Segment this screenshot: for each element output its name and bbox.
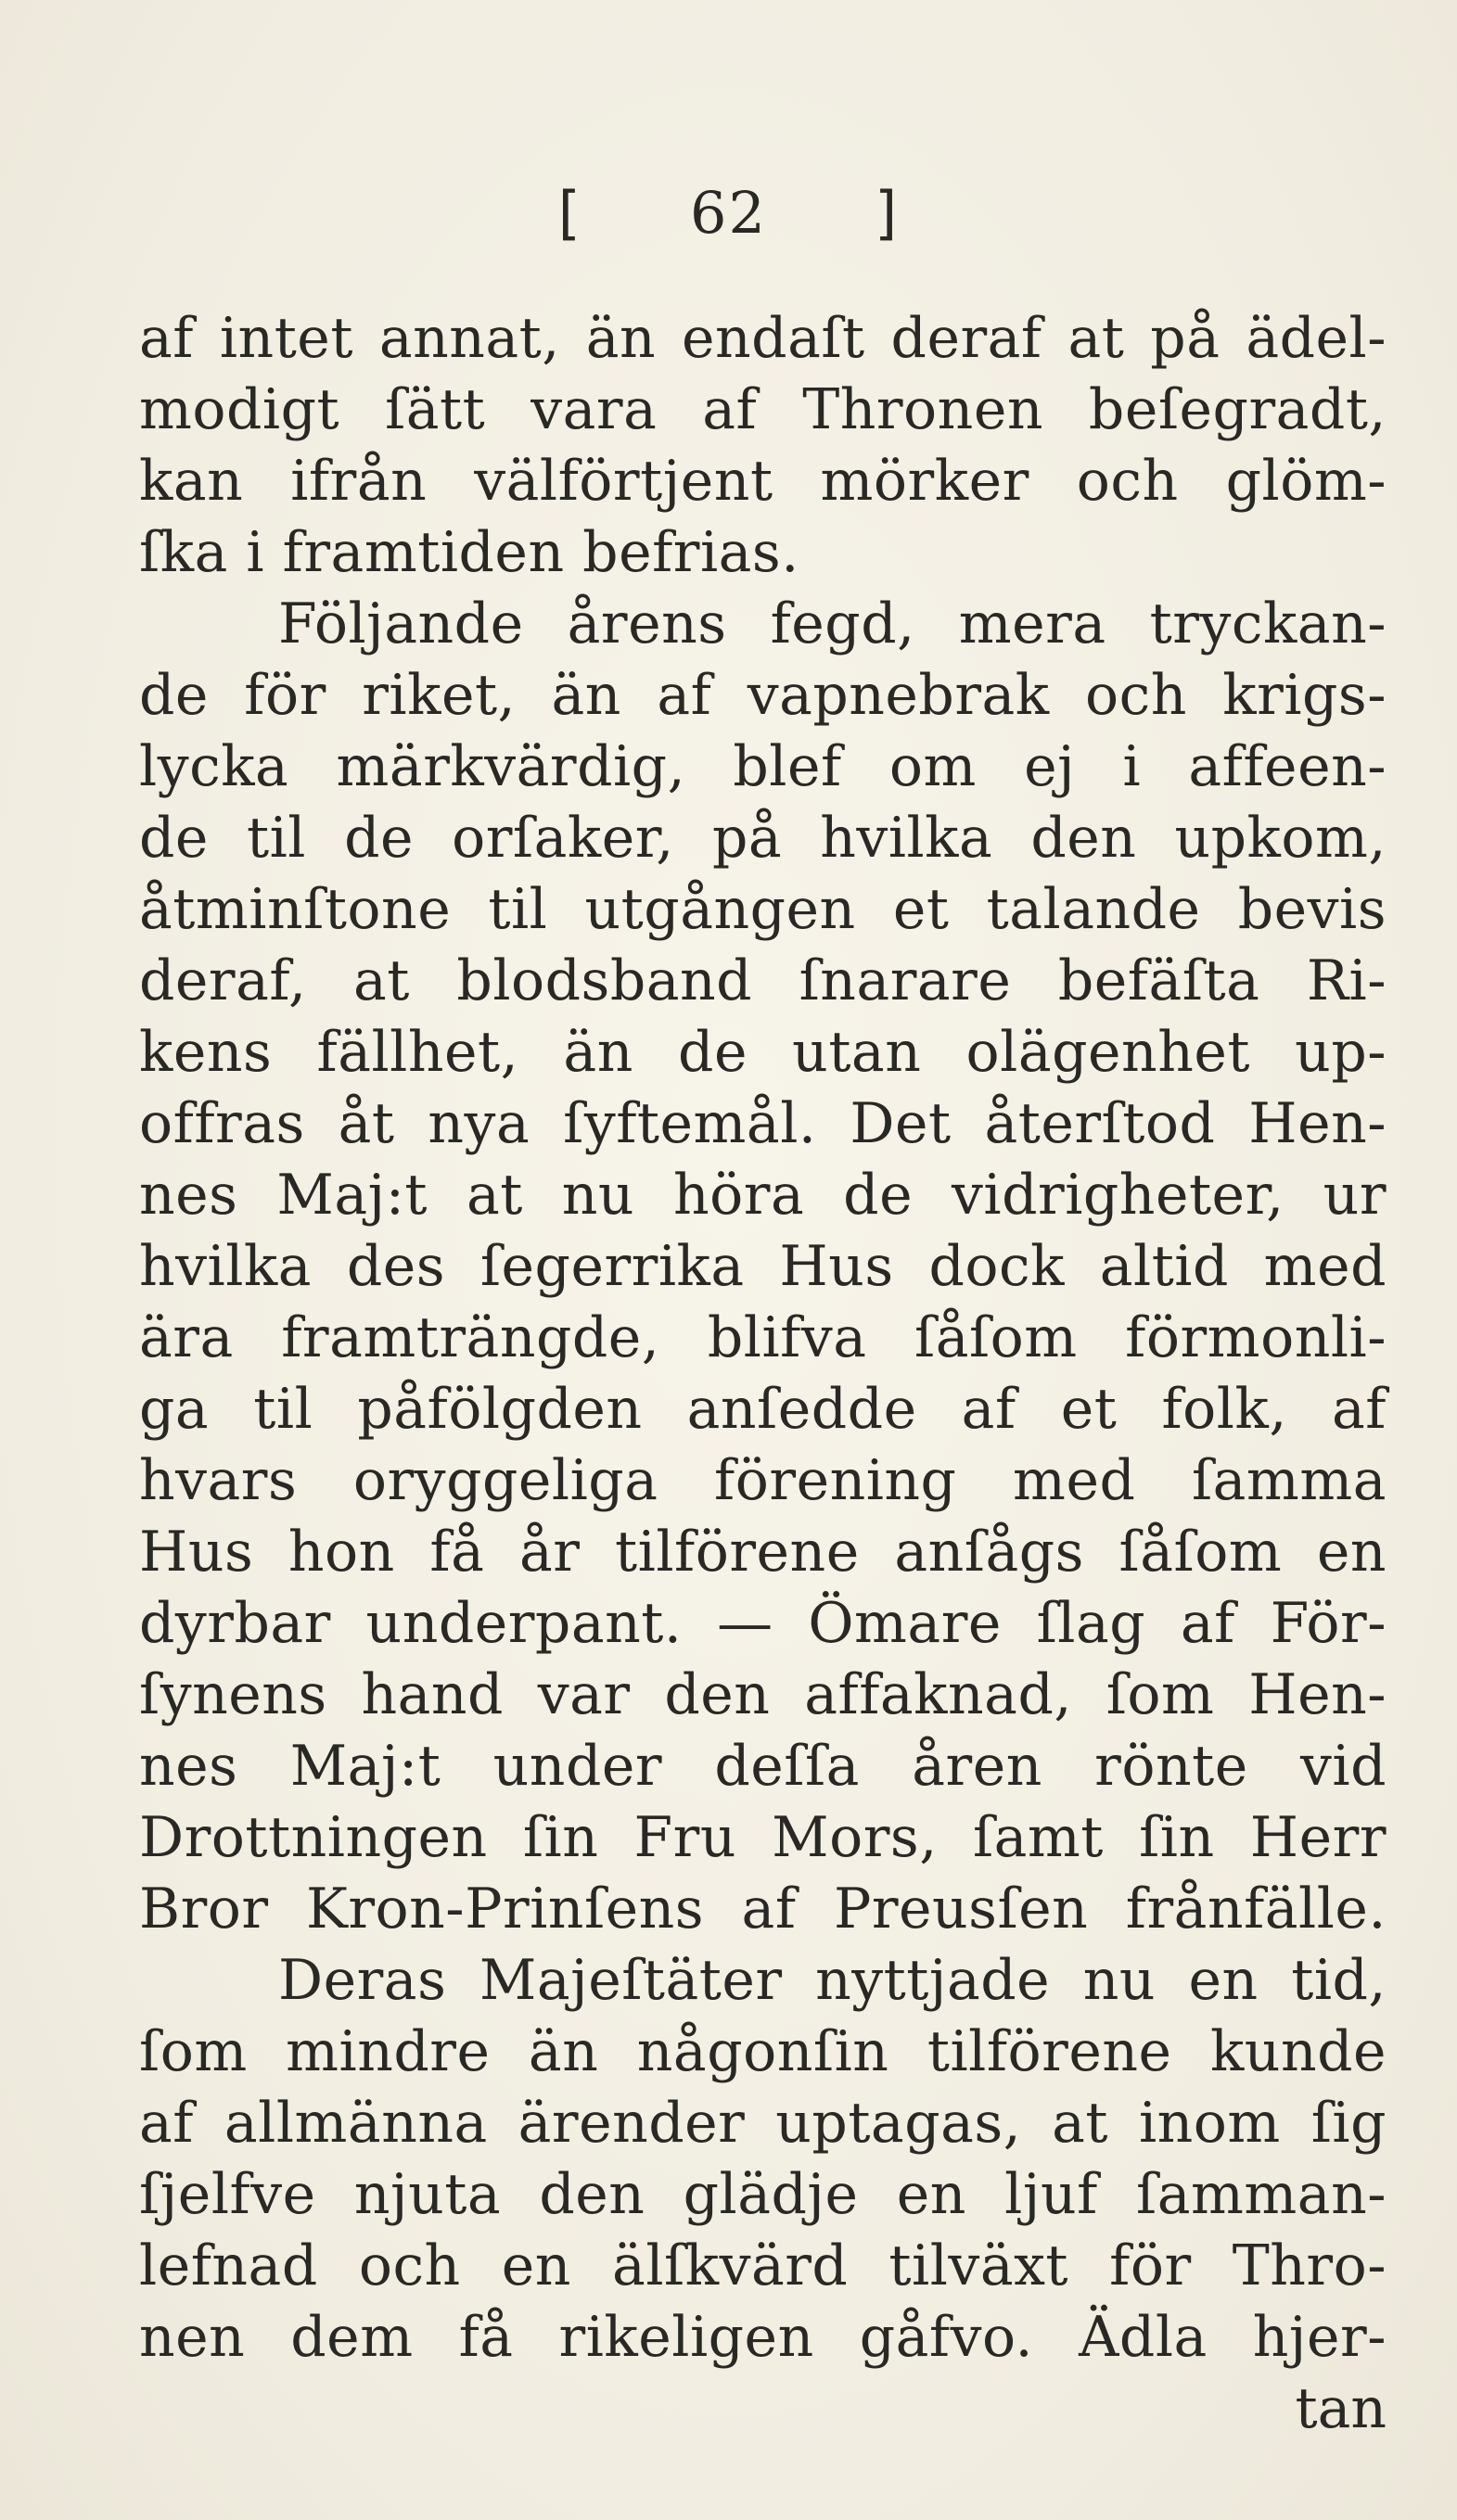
text-line: lefnad och en älſkvärd tilväxt för Thro-: [139, 2234, 1387, 2298]
text-line: nen dem få rikeligen gåfvo. Ädla hjer-: [139, 2305, 1387, 2370]
text-line: lycka märkvärdig, blef om ej i affeen-: [139, 734, 1387, 799]
text-line: af allmänna ärender uptagas, at inom ſig: [139, 2091, 1387, 2156]
text-line: åtminſtone til utgången et talande bevis: [139, 877, 1387, 942]
text-line: ſynens hand var den affaknad, ſom Hen-: [139, 1662, 1387, 1727]
text-line: deraf, at blodsband ſnarare befäſta Ri-: [139, 948, 1387, 1013]
text-line: ſka i framtiden befrias.: [139, 520, 799, 585]
text-line: ära framträngde, blifva ſåſom förmonli-: [139, 1305, 1387, 1370]
text-line: Följande årens fegd, mera tryckan-: [278, 592, 1387, 656]
catchword: tan: [1295, 2376, 1387, 2441]
text-line: Hus hon få år tilförene anſågs ſåſom en: [139, 1520, 1387, 1585]
text-line: offras åt nya ſyftemål. Det återſtod Hen-: [139, 1091, 1387, 1156]
text-line: dyrbar underpant. — Ömare ſlag af För-: [139, 1591, 1387, 1656]
text-line: Bror Kron-Prinſens af Preusſen frånfälle.: [139, 1877, 1387, 1941]
text-line: ga til påfölgden anſedde af et folk, af: [139, 1377, 1387, 1442]
page-number: 62: [690, 179, 767, 247]
header-bracket-open: [: [550, 179, 587, 247]
page-header: [0, 167, 1457, 260]
text-line: ſjelfve njuta den glädje en ljuf ſamman-: [139, 2162, 1387, 2227]
text-line: af intet annat, än endaſt deraf at på ädel-: [139, 306, 1387, 371]
text-line: modigt ſätt vara af Thronen beſegradt,: [139, 377, 1387, 442]
text-line: ſom mindre än någonſin tilförene kunde: [139, 2019, 1387, 2084]
header-bracket-close: ]: [870, 179, 907, 247]
text-line: Deras Majeſtäter nyttjade nu en tid,: [278, 1948, 1387, 2013]
text-line: nes Maj:t at nu höra de vidrigheter, ur: [139, 1163, 1387, 1228]
text-line: Drottningen ſin Fru Mors, ſamt ſin Herr: [139, 1805, 1387, 1870]
text-line: hvars oryggeliga förening med ſamma: [139, 1448, 1387, 1513]
text-line: kan ifrån välförtjent mörker och glöm-: [139, 449, 1387, 514]
text-line: de för riket, än af vapnebrak och krigs-: [139, 663, 1387, 728]
text-line: hvilka des ſegerrika Hus dock altid med: [139, 1234, 1387, 1299]
text-line: de til de orſaker, på hvilka den upkom,: [139, 806, 1387, 871]
text-line: kens fällhet, än de utan olägenhet up-: [139, 1020, 1387, 1085]
text-line: nes Maj:t under deſſa åren rönte vid: [139, 1734, 1387, 1799]
